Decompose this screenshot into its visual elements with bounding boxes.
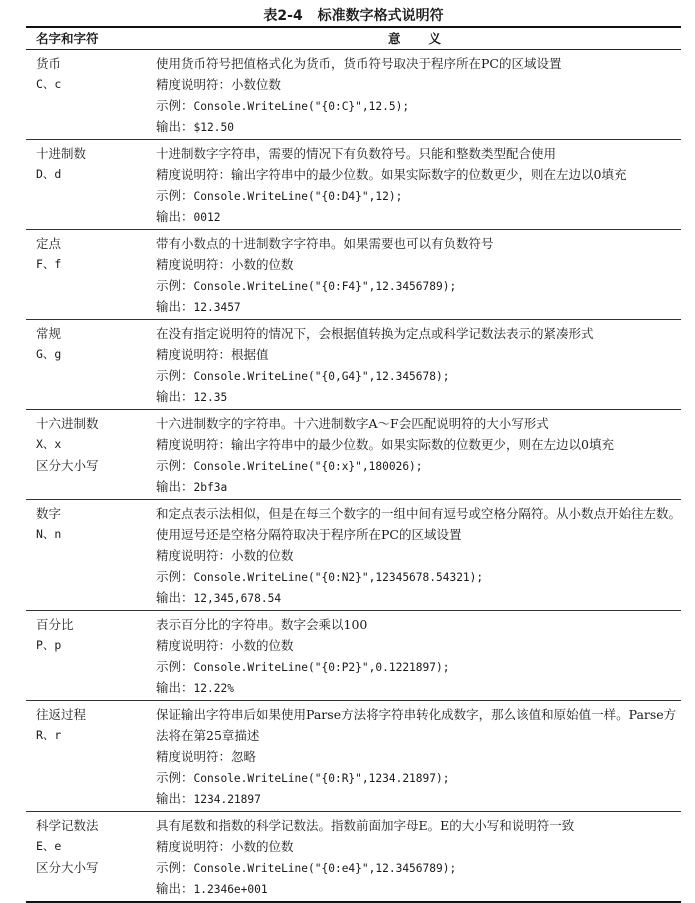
specifier-chars: E、e — [36, 839, 62, 853]
example-line — [156, 857, 681, 878]
example-label: 示例： — [156, 569, 194, 584]
output-value: $12.50 — [193, 121, 234, 134]
name-cell — [26, 812, 148, 901]
name-cell — [26, 410, 148, 499]
meaning-cell — [148, 50, 681, 139]
name-cell — [26, 140, 148, 229]
example-label: 示例： — [156, 770, 194, 785]
example-label: 示例： — [156, 278, 194, 293]
specifier-name: 常规 — [36, 326, 62, 341]
example-label: 示例： — [156, 368, 194, 383]
example-code: Console.WriteLine("{0:R}",1234.21897); — [193, 772, 450, 785]
output-line — [156, 386, 681, 407]
output-label: 输出： — [156, 209, 194, 224]
example-line — [156, 365, 681, 386]
output-label: 输出： — [156, 389, 194, 404]
specifier-name: 数字 — [36, 506, 62, 521]
specifier-chars: D、d — [36, 167, 62, 181]
specifier-note — [36, 545, 148, 566]
output-line — [156, 677, 681, 698]
specifier-chars: X、x — [36, 437, 62, 451]
example-line — [156, 185, 681, 206]
output-value: 12.22% — [193, 682, 234, 695]
specifier-note — [36, 95, 148, 116]
meaning-cell — [148, 230, 681, 319]
example-line — [156, 95, 681, 116]
meaning-cell — [148, 701, 681, 811]
example-code: Console.WriteLine("{0:F4}",12.3456789); — [193, 280, 457, 293]
output-value: 12.3457 — [193, 301, 241, 314]
example-line — [156, 275, 681, 296]
example-label: 示例： — [156, 458, 194, 473]
name-cell — [26, 701, 148, 811]
precision-line — [156, 635, 681, 656]
description-text: 保证输出字符串后如果使用Parse方法将字符串转化成数字，那么该值和原始值一样。Parse方法将在第25章描述 — [156, 707, 677, 743]
precision-label: 精度说明符： — [156, 548, 232, 563]
precision-value: 输出字符串中的最少位数。如果实际数字的位数更少，则在左边以0填充 — [231, 167, 627, 182]
table-row — [26, 50, 681, 140]
output-label: 输出： — [156, 881, 194, 896]
specifier-name: 十六进制数 — [36, 416, 99, 431]
output-line — [156, 296, 681, 317]
specifier-name: 十进制数 — [36, 146, 87, 161]
output-label: 输出： — [156, 479, 194, 494]
specifier-name: 定点 — [36, 236, 62, 251]
output-label: 输出： — [156, 680, 194, 695]
output-label: 输出： — [156, 791, 194, 806]
description-text: 在没有指定说明符的情况下，会根据值转换为定点或科学记数法表示的紧凑形式 — [156, 326, 594, 341]
output-line — [156, 206, 681, 227]
output-value: 0012 — [193, 211, 221, 224]
table-row — [26, 812, 681, 903]
precision-value: 根据值 — [231, 347, 269, 362]
specifier-note: 区分大小写 — [36, 458, 99, 473]
precision-value: 小数的位数 — [231, 548, 294, 563]
example-line — [156, 566, 681, 587]
example-code: Console.WriteLine("{0:P2}",0.1221897); — [193, 661, 450, 674]
output-label: 输出： — [156, 590, 194, 605]
precision-line — [156, 164, 681, 185]
meaning-cell — [148, 320, 681, 409]
table-caption — [26, 6, 681, 26]
name-cell — [26, 50, 148, 139]
output-line — [156, 878, 681, 899]
specifier-name: 科学记数法 — [36, 818, 99, 833]
specifier-name: 往返过程 — [36, 707, 87, 722]
description-text: 带有小数点的十进制数字字符串。如果需要也可以有负数符号 — [156, 236, 494, 251]
output-value: 1234.21897 — [193, 793, 261, 806]
output-line — [156, 476, 681, 497]
precision-value: 忽略 — [231, 749, 257, 764]
output-label: 输出： — [156, 299, 194, 314]
precision-line — [156, 836, 681, 857]
table-header — [26, 28, 681, 49]
precision-label: 精度说明符： — [156, 437, 232, 452]
precision-line — [156, 74, 681, 95]
specifier-note — [36, 275, 148, 296]
name-cell — [26, 500, 148, 610]
output-value: 1.2346e+001 — [193, 883, 268, 896]
example-code: Console.WriteLine("{0:e4}",12.3456789); — [193, 862, 457, 875]
example-code: Console.WriteLine("{0:N2}",12345678.54321); — [193, 571, 484, 584]
specifier-note — [36, 365, 148, 386]
name-cell — [26, 611, 148, 700]
specifier-chars: F、f — [36, 257, 62, 271]
table-body — [26, 50, 681, 903]
precision-label: 精度说明符： — [156, 839, 232, 854]
table-number: 表2-4 — [263, 8, 303, 24]
output-value: 12,345,678.54 — [193, 592, 282, 605]
specifier-chars: P、p — [36, 638, 62, 652]
example-line — [156, 455, 681, 476]
name-cell — [26, 320, 148, 409]
meaning-cell — [148, 140, 681, 229]
example-line — [156, 767, 681, 788]
example-code: Console.WriteLine("{0,G4}",12.345678); — [193, 370, 450, 383]
specifier-note: 区分大小写 — [36, 860, 99, 875]
description-text: 表示百分比的字符串。数字会乘以100 — [156, 617, 368, 632]
precision-value: 小数的位数 — [231, 638, 294, 653]
specifier-chars: N、n — [36, 527, 62, 541]
meaning-cell — [148, 611, 681, 700]
description-text: 十六进制数字的字符串。十六进制数字A～F会匹配说明符的大小写形式 — [156, 416, 549, 431]
table-row — [26, 611, 681, 701]
output-value: 12.35 — [193, 391, 228, 404]
description-text: 十进制数字字符串，需要的情况下有负数符号。只能和整数类型配合使用 — [156, 146, 557, 161]
example-label: 示例： — [156, 188, 194, 203]
precision-label: 精度说明符： — [156, 638, 232, 653]
specifier-name: 百分比 — [36, 617, 74, 632]
meaning-cell — [148, 812, 681, 901]
output-line — [156, 587, 681, 608]
table-row — [26, 320, 681, 410]
specifier-name: 货币 — [36, 56, 62, 71]
meaning-cell — [148, 410, 681, 499]
precision-label: 精度说明符： — [156, 167, 232, 182]
specifier-chars: R、r — [36, 728, 62, 742]
specifier-note — [36, 656, 148, 677]
output-value: 2bf3a — [193, 481, 228, 494]
precision-label: 精度说明符： — [156, 257, 232, 272]
specifier-note — [36, 746, 148, 767]
description-text: 和定点表示法相似，但是在每三个数字的一组中间有逗号或空格分隔符。从小数点开始往左数。使用逗号还是空格分隔符取决于程序所在PC的区域设置 — [156, 506, 682, 542]
precision-line — [156, 344, 681, 365]
precision-label: 精度说明符： — [156, 77, 232, 92]
specifier-chars: C、c — [36, 77, 62, 91]
example-label: 示例： — [156, 860, 194, 875]
precision-value: 小数的位数 — [231, 257, 294, 272]
table-title: 标准数字格式说明符 — [317, 8, 444, 24]
precision-label: 精度说明符： — [156, 749, 232, 764]
table-row — [26, 701, 681, 812]
name-cell — [26, 230, 148, 319]
table-row — [26, 500, 681, 611]
description-text: 具有尾数和指数的科学记数法。指数前面加字母E。E的大小写和说明符一致 — [156, 818, 575, 833]
precision-value: 输出字符串中的最少位数。如果实际数的位数更少，则在左边以0填充 — [231, 437, 614, 452]
meaning-cell — [148, 500, 681, 610]
example-line — [156, 656, 681, 677]
specifier-chars: G、g — [36, 347, 62, 361]
precision-line — [156, 545, 681, 566]
precision-line — [156, 746, 681, 767]
header-name: 名字和字符 — [36, 31, 99, 46]
table-row — [26, 230, 681, 320]
table-row — [26, 140, 681, 230]
example-code: Console.WriteLine("{0:x}",180026); — [193, 460, 423, 473]
output-line — [156, 788, 681, 809]
precision-line — [156, 434, 681, 455]
example-code: Console.WriteLine("{0:C}",12.5); — [193, 100, 410, 113]
specifier-note — [36, 185, 148, 206]
description-text: 使用货币符号把值格式化为货币，货币符号取决于程序所在PC的区域设置 — [156, 56, 562, 71]
header-meaning: 意义 — [387, 31, 469, 46]
example-label: 示例： — [156, 659, 194, 674]
example-code: Console.WriteLine("{0:D4}",12); — [193, 190, 403, 203]
output-label: 输出： — [156, 119, 194, 134]
example-label: 示例： — [156, 98, 194, 113]
output-line — [156, 116, 681, 137]
precision-line — [156, 254, 681, 275]
table-row — [26, 410, 681, 500]
precision-label: 精度说明符： — [156, 347, 232, 362]
precision-value: 小数位数 — [231, 77, 282, 92]
precision-value: 小数的位数 — [231, 839, 294, 854]
